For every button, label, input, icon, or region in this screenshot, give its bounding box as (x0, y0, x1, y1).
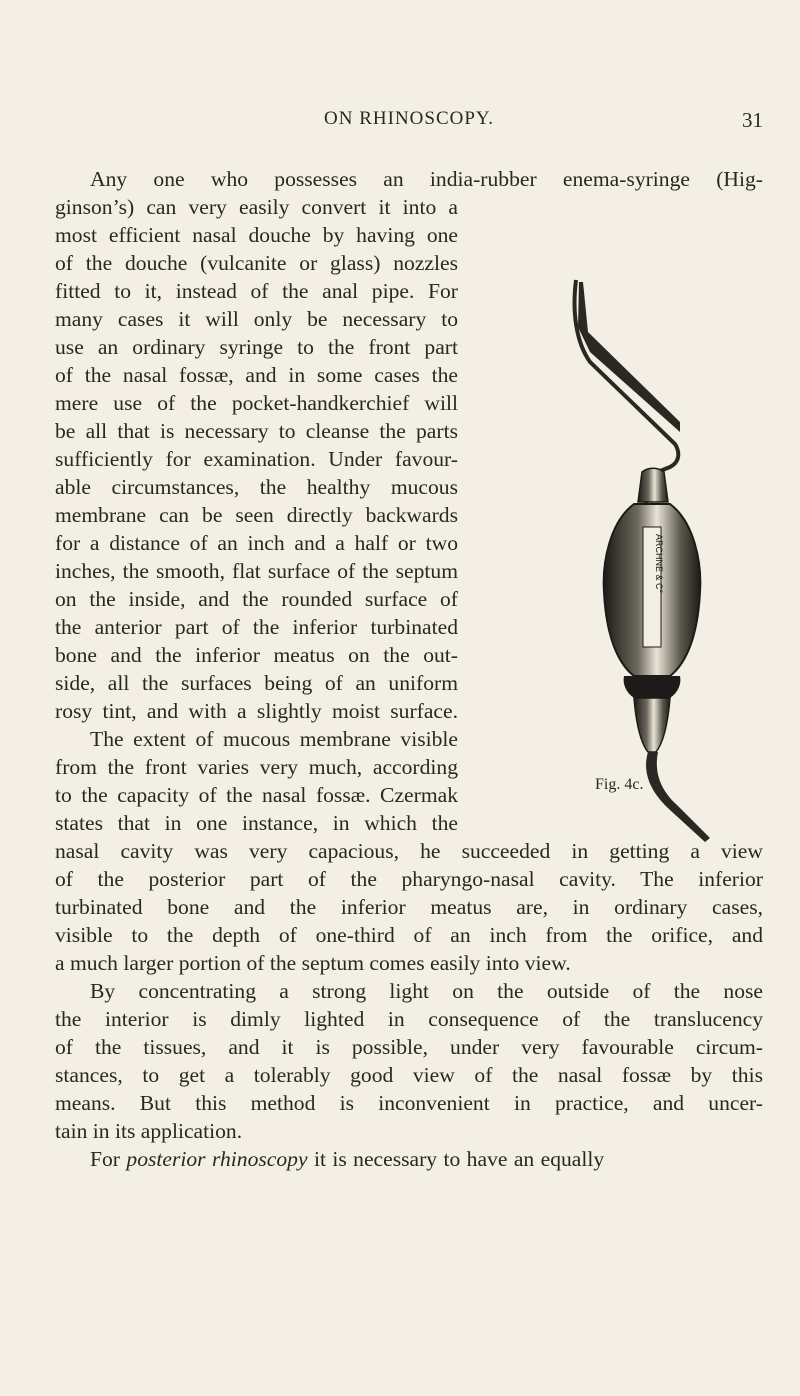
text-line: many cases it will only be necessary to (55, 307, 458, 331)
text-line: most efficient nasal douche by having one (55, 223, 458, 247)
text-line: from the front varies very much, according (55, 755, 458, 779)
text-line: side, all the surfaces being of an uniform (55, 671, 458, 695)
text-line: a much larger portion of the septum comes easily into view. (55, 951, 571, 975)
text-line: stances, to get a tolerably good view of the nasal fossæ by this (55, 1063, 763, 1087)
text-line: The extent of mucous membrane visible (90, 727, 458, 751)
text-line: tain in its application. (55, 1119, 243, 1143)
text-line: be all that is necessary to cleanse the parts (55, 419, 458, 443)
text-line: nasal cavity was very capacious, he succeeded in getting a view (55, 839, 763, 863)
text-line: use an ordinary syringe to the front part (55, 335, 458, 359)
page-header (55, 108, 763, 138)
text-line: of the douche (vulcanite or glass) nozzles (55, 251, 458, 275)
nozzle-figure (530, 272, 720, 852)
text-line: mere use of the pocket-handkerchief will (55, 391, 458, 415)
text-line: of the nasal fossæ, and in some cases the (55, 363, 458, 387)
text-line: fitted to it, instead of the anal pipe. For (55, 279, 458, 303)
engraved-text: ARCHNE & C° (654, 534, 664, 594)
page-number: 31 (742, 108, 763, 132)
text-line: the anterior part of the inferior turbinated (55, 615, 458, 639)
text-line: able circumstances, the healthy mucous (55, 475, 458, 499)
text-line: visible to the depth of one-third of an inch from the orifice, and (55, 923, 763, 947)
text-line: Any one who possesses an india-rubber enema-syringe (Hig- (90, 167, 763, 191)
text-line: to the capacity of the nasal fossæ. Czermak (55, 783, 458, 807)
text-line: By concentrating a strong light on the outside of the nose (90, 979, 763, 1003)
text-line: of the tissues, and it is possible, under very favourable circum- (55, 1035, 763, 1059)
text-line: membrane can be seen directly backwards (55, 503, 458, 527)
text-line: on the inside, and the rounded surface of (55, 587, 458, 611)
text-line: means. But this method is inconvenient in practice, and uncer- (55, 1091, 763, 1115)
text-line: ginson’s) can very easily convert it into a (55, 195, 458, 219)
text-line-final (90, 1146, 763, 1173)
text-line: states that in one instance, in which the (55, 811, 458, 835)
text-line: bone and the inferior meatus on the out- (55, 643, 458, 667)
text-line: the interior is dimly lighted in consequence of the translucency (55, 1007, 763, 1031)
text-line: inches, the smooth, flat surface of the septum (55, 559, 458, 583)
text-line: of the posterior part of the pharyngo-nasal cavity. The inferior (55, 867, 763, 891)
nasal-douche-nozzle-icon (530, 272, 720, 852)
text-line: sufficiently for examination. Under favour- (55, 447, 458, 471)
text-line: for a distance of an inch and a half or two (55, 531, 458, 555)
text-line: turbinated bone and the inferior meatus are, in ordinary cases, (55, 895, 763, 919)
italic-term: posterior rhinoscopy (126, 1147, 308, 1171)
text-run: it is necessary to have an equally (307, 1147, 605, 1171)
text-run: For (90, 1147, 120, 1171)
running-head: ON RHINOSCOPY. (324, 108, 494, 129)
text-line: rosy tint, and with a slightly moist surface. (55, 699, 458, 723)
figure-caption: Fig. 4c. (595, 776, 644, 793)
